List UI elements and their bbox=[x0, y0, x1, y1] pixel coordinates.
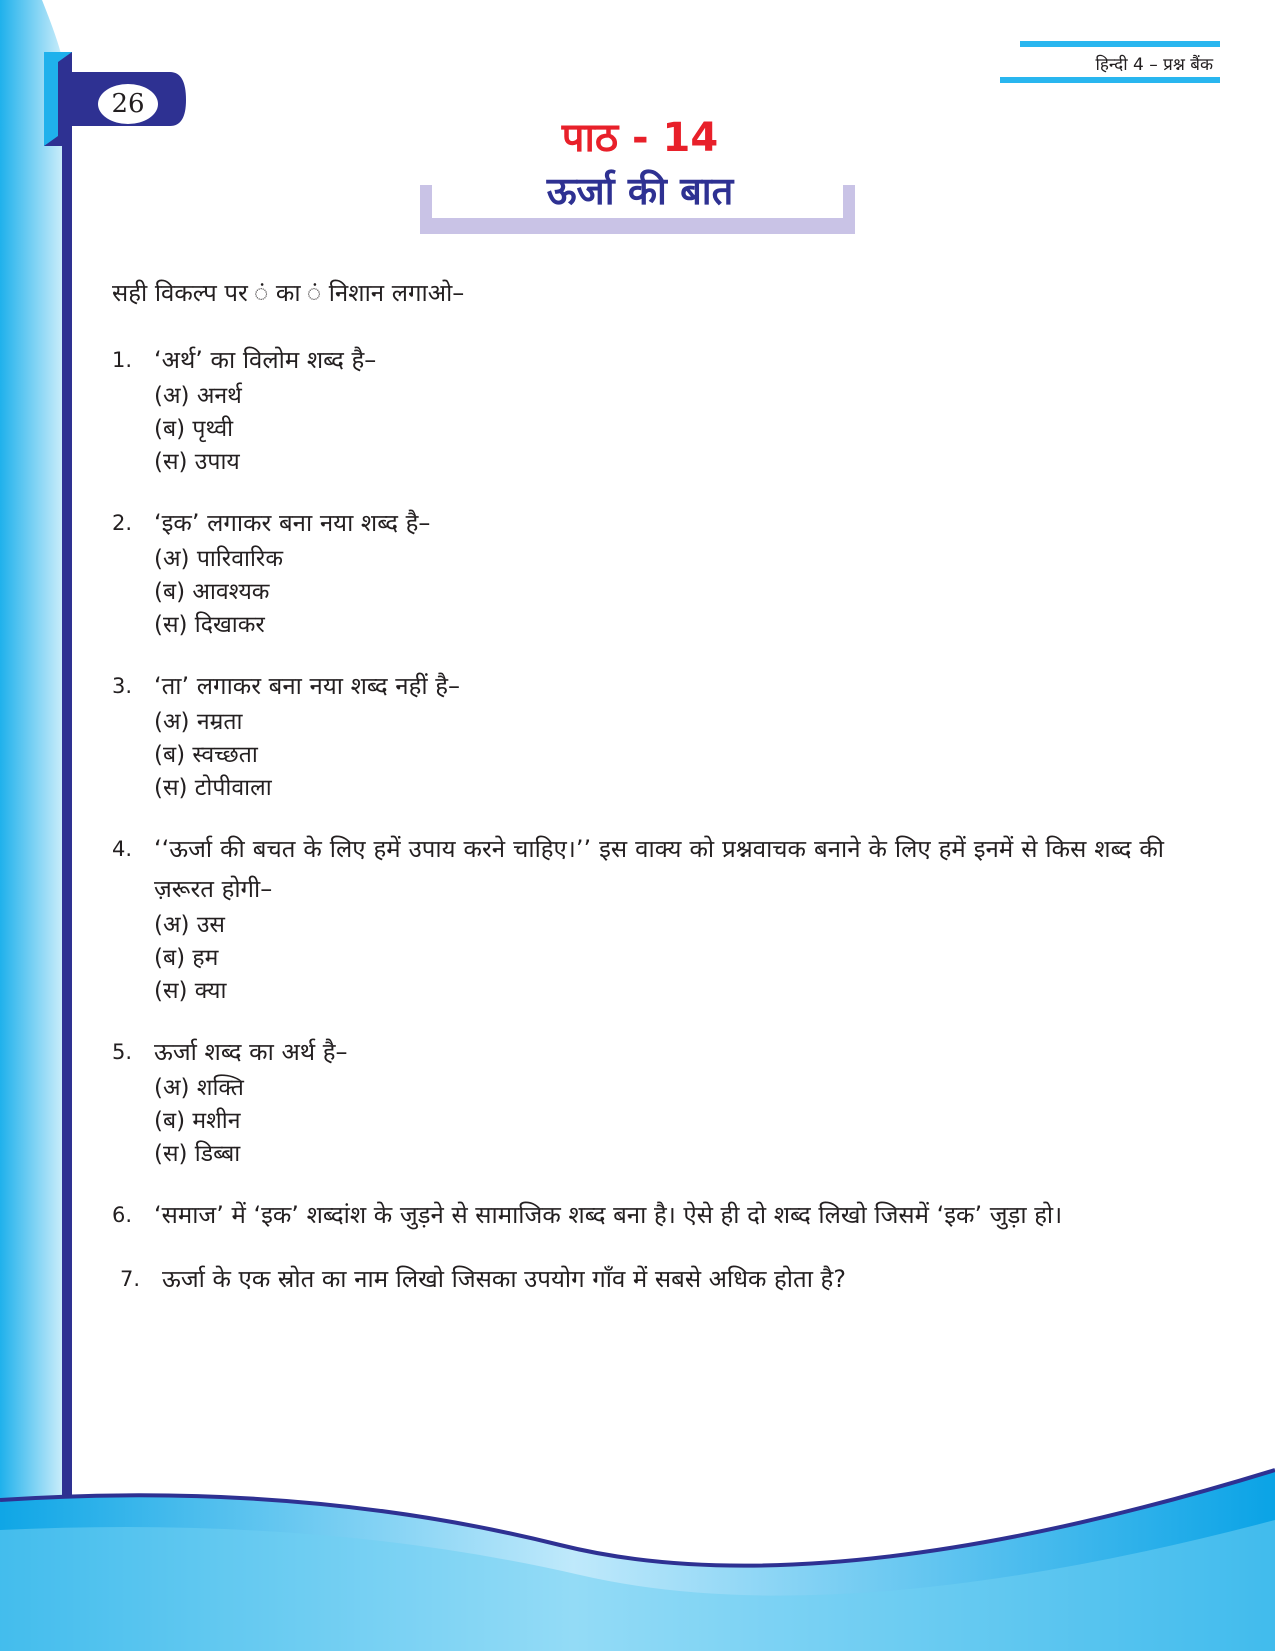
question-number: 6. bbox=[112, 1203, 133, 1227]
question-text: ‘अर्थ’ का विलोम शब्द है– bbox=[154, 346, 377, 374]
option-c[interactable]: (स) दिखाकर bbox=[154, 612, 265, 638]
option-a[interactable]: (अ) नम्रता bbox=[154, 709, 243, 735]
option-b[interactable]: (ब) हम bbox=[154, 945, 219, 971]
question-text: ‘ता’ लगाकर बना नया शब्द नहीं है– bbox=[154, 672, 460, 700]
question-number: 4. bbox=[112, 837, 133, 861]
option-b[interactable]: (ब) आवश्यक bbox=[154, 579, 270, 605]
option-c[interactable]: (स) उपाय bbox=[154, 449, 240, 475]
question-2 bbox=[112, 503, 1164, 642]
chapter-title: ऊर्जा की बात bbox=[546, 169, 734, 213]
page-number: 26 bbox=[98, 84, 158, 124]
question-text: ‘समाज’ में ‘इक’ शब्दांश के जुड़ने से सामाजिक शब्द बना है। ऐसे ही दो शब्द लिखो जिसमें ‘इक’ जुड़ा हो। bbox=[154, 1201, 1063, 1229]
chapter-number: पाठ - 14 bbox=[561, 115, 719, 161]
question-1 bbox=[112, 340, 1164, 479]
question-number: 3. bbox=[112, 674, 133, 698]
question-number: 2. bbox=[112, 511, 133, 535]
question-text: ‘इक’ लगाकर बना नया शब्द है– bbox=[154, 509, 431, 537]
option-a[interactable]: (अ) उस bbox=[154, 912, 225, 938]
instruction-text: सही विकल्प पर ं का ं निशान लगाओ– bbox=[112, 279, 465, 307]
option-b[interactable]: (ब) स्वच्छता bbox=[154, 742, 258, 768]
running-header: हिन्दी 4 – प्रश्न बैंक bbox=[1095, 55, 1213, 75]
question-number: 7. bbox=[120, 1267, 141, 1291]
option-b[interactable]: (ब) पृथ्वी bbox=[154, 416, 234, 442]
option-c[interactable]: (स) डिब्बा bbox=[154, 1141, 241, 1167]
question-3 bbox=[112, 666, 1164, 805]
question-text: ऊर्जा के एक स्रोत का नाम लिखो जिसका उपयोग गाँव में सबसे अधिक होता है? bbox=[162, 1265, 847, 1293]
option-a[interactable]: (अ) अनर्थ bbox=[154, 383, 242, 409]
question-5 bbox=[112, 1032, 1164, 1171]
question-7 bbox=[112, 1259, 1164, 1299]
question-list bbox=[112, 340, 1164, 1323]
question-number: 1. bbox=[112, 348, 133, 372]
question-text: ऊर्जा शब्द का अर्थ है– bbox=[154, 1038, 348, 1066]
option-a[interactable]: (अ) पारिवारिक bbox=[154, 546, 283, 572]
question-text: ‘‘ऊर्जा की बचत के लिए हमें उपाय करने चाहिए।’’ इस वाक्य को प्रश्नवाचक बनाने के लिए हमें इनमें से किस शब्द की ज़रूरत होगी– bbox=[154, 835, 1164, 903]
question-4 bbox=[112, 829, 1164, 1008]
option-c[interactable]: (स) क्या bbox=[154, 978, 227, 1004]
option-a[interactable]: (अ) शक्ति bbox=[154, 1075, 244, 1101]
question-number: 5. bbox=[112, 1040, 133, 1064]
option-b[interactable]: (ब) मशीन bbox=[154, 1108, 241, 1134]
option-c[interactable]: (स) टोपीवाला bbox=[154, 775, 272, 801]
question-6 bbox=[112, 1195, 1164, 1235]
